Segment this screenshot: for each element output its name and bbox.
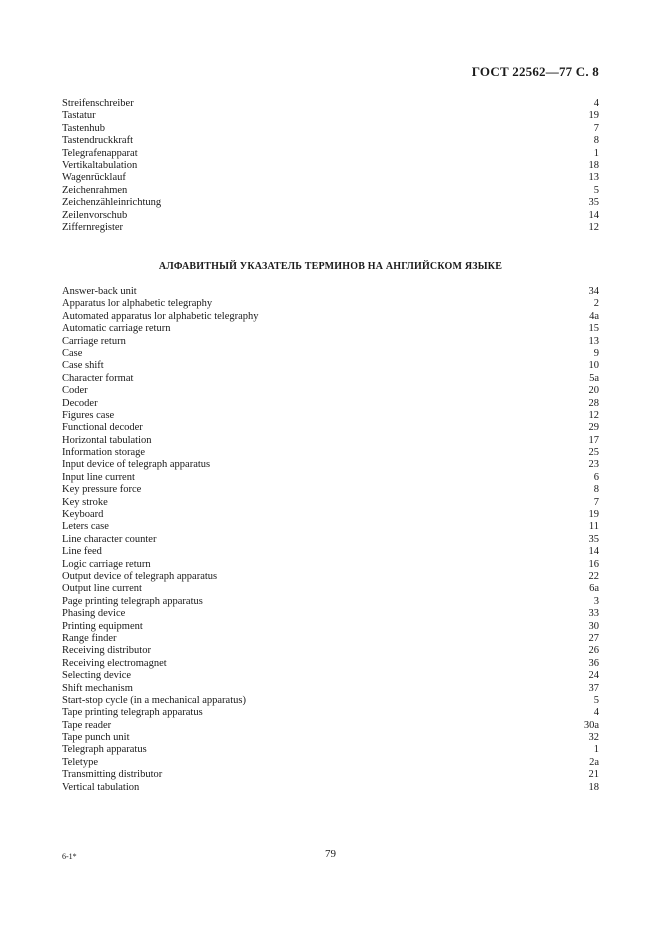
index-term: Case shift (62, 360, 104, 372)
index-entry (62, 534, 599, 546)
index-term-number: 27 (588, 632, 599, 644)
index-term-number: 18 (588, 781, 599, 793)
index-term-number: 4 (593, 707, 599, 719)
index-entry (62, 732, 599, 744)
german-term-index (62, 98, 599, 234)
index-entry (62, 521, 599, 533)
index-entry (62, 323, 599, 335)
index-term-number: 6a (589, 583, 599, 595)
index-term-number: 14 (588, 546, 599, 558)
index-term: Apparatus lor alphabetic telegraphy (62, 298, 213, 310)
index-term: Printing equipment (62, 620, 143, 632)
index-entry (62, 459, 599, 471)
index-entry (62, 608, 599, 620)
index-entry (62, 596, 599, 608)
index-term: Page printing telegraph apparatus (62, 595, 203, 607)
english-index-title: АЛФАВИТНЫЙ УКАЗАТЕЛЬ ТЕРМИНОВ НА АНГЛИЙСКОМ ЯЗЫКЕ (158, 261, 503, 272)
index-entry (62, 484, 599, 496)
english-term-index (62, 286, 599, 794)
index-entry (62, 348, 599, 360)
index-term: Tastatur (62, 110, 96, 122)
index-term-number: 26 (588, 645, 599, 657)
index-term-number: 21 (588, 769, 599, 781)
index-term: Receiving distributor (62, 645, 151, 657)
index-term-number: 9 (593, 347, 599, 359)
index-entry (62, 422, 599, 434)
index-term: Input line current (62, 471, 135, 483)
index-term-number: 7 (593, 496, 599, 508)
index-term-number: 7 (593, 122, 599, 134)
index-term-number: 29 (588, 422, 599, 434)
index-entry (62, 559, 599, 571)
index-term: Line feed (62, 546, 102, 558)
index-term-number: 1 (593, 147, 599, 159)
index-entry (62, 210, 599, 222)
index-term-number: 8 (593, 484, 599, 496)
index-entry (62, 123, 599, 135)
index-entry (62, 621, 599, 633)
index-entry (62, 286, 599, 298)
index-entry (62, 447, 599, 459)
index-term-number: 35 (588, 197, 599, 209)
index-term-number: 14 (588, 209, 599, 221)
index-term-number: 24 (588, 670, 599, 682)
index-entry (62, 298, 599, 310)
index-term: Range finder (62, 632, 117, 644)
index-term-number: 30 (588, 620, 599, 632)
index-term-number: 17 (588, 434, 599, 446)
index-entry (62, 472, 599, 484)
index-term: Character format (62, 372, 134, 384)
index-term: Zeichenrahmen (62, 184, 128, 196)
index-term-number: 16 (588, 558, 599, 570)
index-entry (62, 135, 599, 147)
index-term: Key stroke (62, 496, 108, 508)
index-term-number: 1 (593, 744, 599, 756)
index-entry (62, 769, 599, 781)
index-term-number: 6 (593, 471, 599, 483)
index-term-number: 34 (588, 286, 599, 297)
index-term: Selecting device (62, 670, 132, 682)
index-term-number: 32 (588, 732, 599, 744)
index-term: Receiving electromagnet (62, 657, 167, 669)
index-term-number: 22 (588, 570, 599, 582)
index-term: Output line current (62, 583, 142, 595)
index-term: Shift mechanism (62, 682, 133, 694)
index-term: Streifenschreiber (62, 98, 134, 109)
index-term-number: 18 (588, 159, 599, 171)
footer-code: 6-1* (62, 852, 77, 861)
index-entry (62, 670, 599, 682)
index-entry (62, 744, 599, 756)
index-entry (62, 707, 599, 719)
index-term-number: 5a (589, 372, 599, 384)
index-term-number: 23 (588, 459, 599, 471)
index-entry (62, 509, 599, 521)
index-term-number: 2a (589, 756, 599, 768)
index-term-number: 12 (588, 409, 599, 421)
index-entry (62, 633, 599, 645)
index-entry (62, 435, 599, 447)
index-entry (62, 185, 599, 197)
index-entry (62, 571, 599, 583)
index-term-number: 10 (588, 360, 599, 372)
index-term: Ziffernregister (62, 221, 124, 233)
index-term-number: 33 (588, 608, 599, 620)
index-term-number: 30a (583, 719, 599, 731)
index-term: Transmitting distributor (62, 769, 163, 781)
index-term: Input device of telegraph apparatus (62, 459, 211, 471)
index-term: Figures case (62, 409, 115, 421)
index-term: Vertical tabulation (62, 781, 140, 793)
index-term-number: 20 (588, 385, 599, 397)
index-entry (62, 720, 599, 732)
index-entry (62, 645, 599, 657)
index-entry (62, 546, 599, 558)
index-term: Tastendruckkraft (62, 135, 133, 147)
index-entry (62, 172, 599, 184)
index-term: Answer-back unit (62, 286, 137, 297)
index-term: Logic carriage return (62, 558, 151, 570)
index-entry (62, 160, 599, 172)
index-term: Teletype (62, 756, 98, 768)
index-term-number: 13 (588, 335, 599, 347)
index-term-number: 36 (588, 657, 599, 669)
page-number: 79 (325, 848, 336, 860)
index-term-number: 4a (589, 310, 599, 322)
index-term: Horizontal tabulation (62, 434, 152, 446)
index-entry (62, 148, 599, 160)
index-term: Leters case (62, 521, 109, 533)
index-term-number: 37 (588, 682, 599, 694)
index-entry (62, 497, 599, 509)
index-term: Line character counter (62, 533, 157, 545)
index-entry (62, 385, 599, 397)
index-term-number: 3 (593, 595, 599, 607)
index-term-number: 19 (588, 110, 599, 122)
index-term: Decoder (62, 397, 98, 409)
index-term: Vertikaltabulation (62, 159, 138, 171)
index-term-number: 25 (588, 447, 599, 459)
index-term: Carriage return (62, 335, 126, 347)
index-term: Tape punch unit (62, 732, 130, 744)
index-term: Case (62, 347, 83, 359)
index-entry (62, 683, 599, 695)
index-term: Zeilenvorschub (62, 209, 128, 221)
index-term: Telegraph apparatus (62, 744, 147, 756)
index-term: Coder (62, 385, 88, 397)
index-term: Output device of telegraph apparatus (62, 570, 218, 582)
index-entry (62, 695, 599, 707)
index-entry (62, 410, 599, 422)
index-term-number: 35 (588, 533, 599, 545)
index-term: Start-stop cycle (in a mechanical apparatus) (62, 694, 246, 706)
index-term: Phasing device (62, 608, 126, 620)
index-term: Functional decoder (62, 422, 143, 434)
index-term: Keyboard (62, 509, 104, 521)
index-term: Automated apparatus lor alphabetic telegraphy (62, 310, 259, 322)
index-term-number: 5 (593, 694, 599, 706)
index-entry (62, 222, 599, 234)
index-term-number: 5 (593, 184, 599, 196)
index-entry (62, 360, 599, 372)
page-header: ГОСТ 22562—77 С. 8 (471, 64, 599, 79)
index-term-number: 28 (588, 397, 599, 409)
index-term-number: 12 (588, 221, 599, 233)
index-entry (62, 336, 599, 348)
index-entry (62, 782, 599, 794)
index-term: Tape reader (62, 719, 112, 731)
index-term-number: 2 (593, 298, 599, 310)
index-entry (62, 311, 599, 323)
index-term: Tastenhub (62, 122, 106, 134)
index-entry (62, 98, 599, 110)
index-entry (62, 373, 599, 385)
index-term: Wagenrücklauf (62, 172, 126, 184)
index-term: Zeichenzähleinrichtung (62, 197, 162, 209)
index-term: Tape printing telegraph apparatus (62, 707, 203, 719)
index-entry (62, 398, 599, 410)
index-term-number: 8 (593, 135, 599, 147)
index-term: Automatic carriage return (62, 323, 171, 335)
index-term: Key pressure force (62, 484, 142, 496)
index-entry (62, 757, 599, 769)
index-term-number: 19 (588, 509, 599, 521)
index-term-number: 4 (593, 98, 599, 109)
index-term-number: 15 (588, 323, 599, 335)
index-term: Telegrafenapparat (62, 147, 138, 159)
index-term-number: 13 (588, 172, 599, 184)
index-entry (62, 110, 599, 122)
index-entry (62, 197, 599, 209)
index-entry (62, 658, 599, 670)
index-term-number: 11 (588, 521, 599, 533)
index-entry (62, 583, 599, 595)
index-term: Information storage (62, 447, 146, 459)
